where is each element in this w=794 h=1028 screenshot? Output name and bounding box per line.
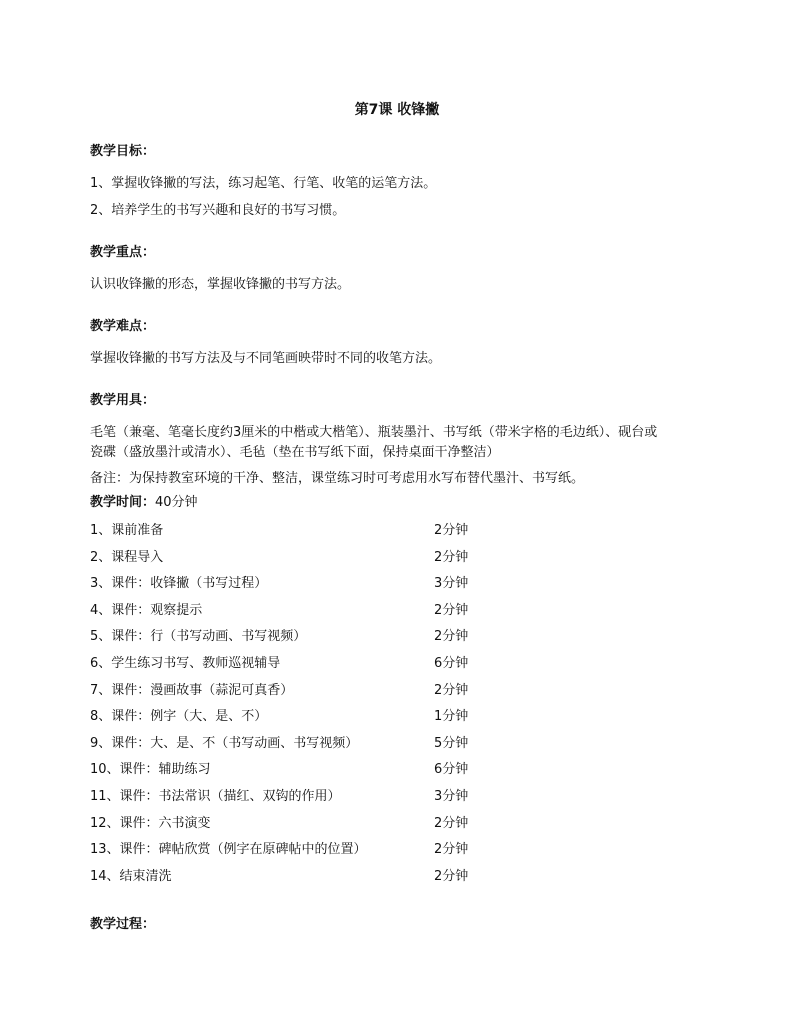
schedule-item: 6、学生练习书写、教师巡视辅导 <box>90 655 281 671</box>
schedule-row <box>90 814 710 841</box>
objective-item: 2、培养学生的书写兴趣和良好的书写习惯。 <box>90 203 346 218</box>
schedule-duration: 2分钟 <box>434 629 469 645</box>
objective-item: 1、掌握收锋撇的写法，练习起笔、行笔、收笔的运笔方法。 <box>90 176 437 191</box>
schedule-item: 10、课件：辅助练习 <box>90 762 211 778</box>
key-points-heading: 教学重点： <box>90 245 156 260</box>
tools-note: 备注：为保持教室环境的干净、整洁，课堂练习时可考虑用水写布替代墨汁、书写纸。 <box>90 471 585 486</box>
schedule-row <box>90 707 710 734</box>
schedule-list <box>90 521 710 893</box>
lesson-title: 第7课 收锋撇 <box>354 102 440 118</box>
schedule-duration: 2分钟 <box>434 868 469 884</box>
tools-text-line: 瓷碟（盛放墨汁或清水）、毛毡（垫在书写纸下面，保持桌面干净整洁） <box>90 445 500 460</box>
schedule-item: 5、课件：行（书写动画、书写视频） <box>90 629 307 645</box>
schedule-row <box>90 681 710 708</box>
process-heading: 教学过程： <box>90 917 156 933</box>
time-line <box>90 493 710 513</box>
schedule-row <box>90 548 710 575</box>
schedule-duration: 2分钟 <box>434 842 469 858</box>
time-total: 40分钟 <box>155 495 198 510</box>
schedule-item: 2、课程导入 <box>90 549 164 565</box>
schedule-item: 1、课前准备 <box>90 523 164 538</box>
key-points-text: 认识收锋撇的形态，掌握收锋撇的书写方法。 <box>90 277 351 292</box>
time-heading: 教学时间： <box>90 495 156 510</box>
schedule-item: 8、课件：例字（大、是、不） <box>90 709 268 725</box>
schedule-row <box>90 840 710 867</box>
schedule-item: 9、课件：大、是、不（书写动画、书写视频） <box>90 735 359 751</box>
schedule-row <box>90 654 710 681</box>
tools-heading: 教学用具： <box>90 393 156 408</box>
tools-text-line: 毛笔（兼毫、笔毫长度约3厘米的中楷或大楷笔）、瓶装墨汁、书写纸（带米字格的毛边纸）、砚台或 <box>90 425 658 440</box>
schedule-item: 13、课件：碑帖欣赏（例字在原碑帖中的位置） <box>90 842 367 858</box>
schedule-duration: 2分钟 <box>434 815 469 831</box>
schedule-duration: 1分钟 <box>434 709 469 725</box>
difficulties-text: 掌握收锋撇的书写方法及与不同笔画映带时不同的收笔方法。 <box>90 351 442 366</box>
schedule-duration: 3分钟 <box>434 788 469 804</box>
schedule-row <box>90 601 710 628</box>
schedule-duration: 3分钟 <box>434 576 469 592</box>
schedule-row <box>90 760 710 787</box>
schedule-duration: 2分钟 <box>434 602 469 618</box>
schedule-item: 12、课件：六书演变 <box>90 815 211 831</box>
schedule-item: 7、课件：漫画故事（蒜泥可真香） <box>90 682 294 698</box>
objectives-heading: 教学目标： <box>90 144 156 159</box>
difficulties-heading: 教学难点： <box>90 319 156 334</box>
schedule-duration: 2分钟 <box>434 682 469 698</box>
schedule-row <box>90 574 710 601</box>
schedule-item: 11、课件：书法常识（描红、双钩的作用） <box>90 788 341 804</box>
document-content <box>90 142 710 935</box>
schedule-row <box>90 627 710 654</box>
schedule-row <box>90 734 710 761</box>
schedule-row <box>90 867 710 894</box>
schedule-duration: 5分钟 <box>434 735 469 751</box>
schedule-duration: 2分钟 <box>434 549 469 565</box>
schedule-row <box>90 787 710 814</box>
schedule-row <box>90 521 710 548</box>
schedule-duration: 6分钟 <box>434 655 469 671</box>
schedule-item: 4、课件：观察提示 <box>90 602 203 618</box>
schedule-duration: 2分钟 <box>434 523 469 538</box>
schedule-duration: 6分钟 <box>434 762 469 778</box>
schedule-item: 14、结束清洗 <box>90 868 172 884</box>
schedule-item: 3、课件：收锋撇（书写过程） <box>90 576 268 592</box>
